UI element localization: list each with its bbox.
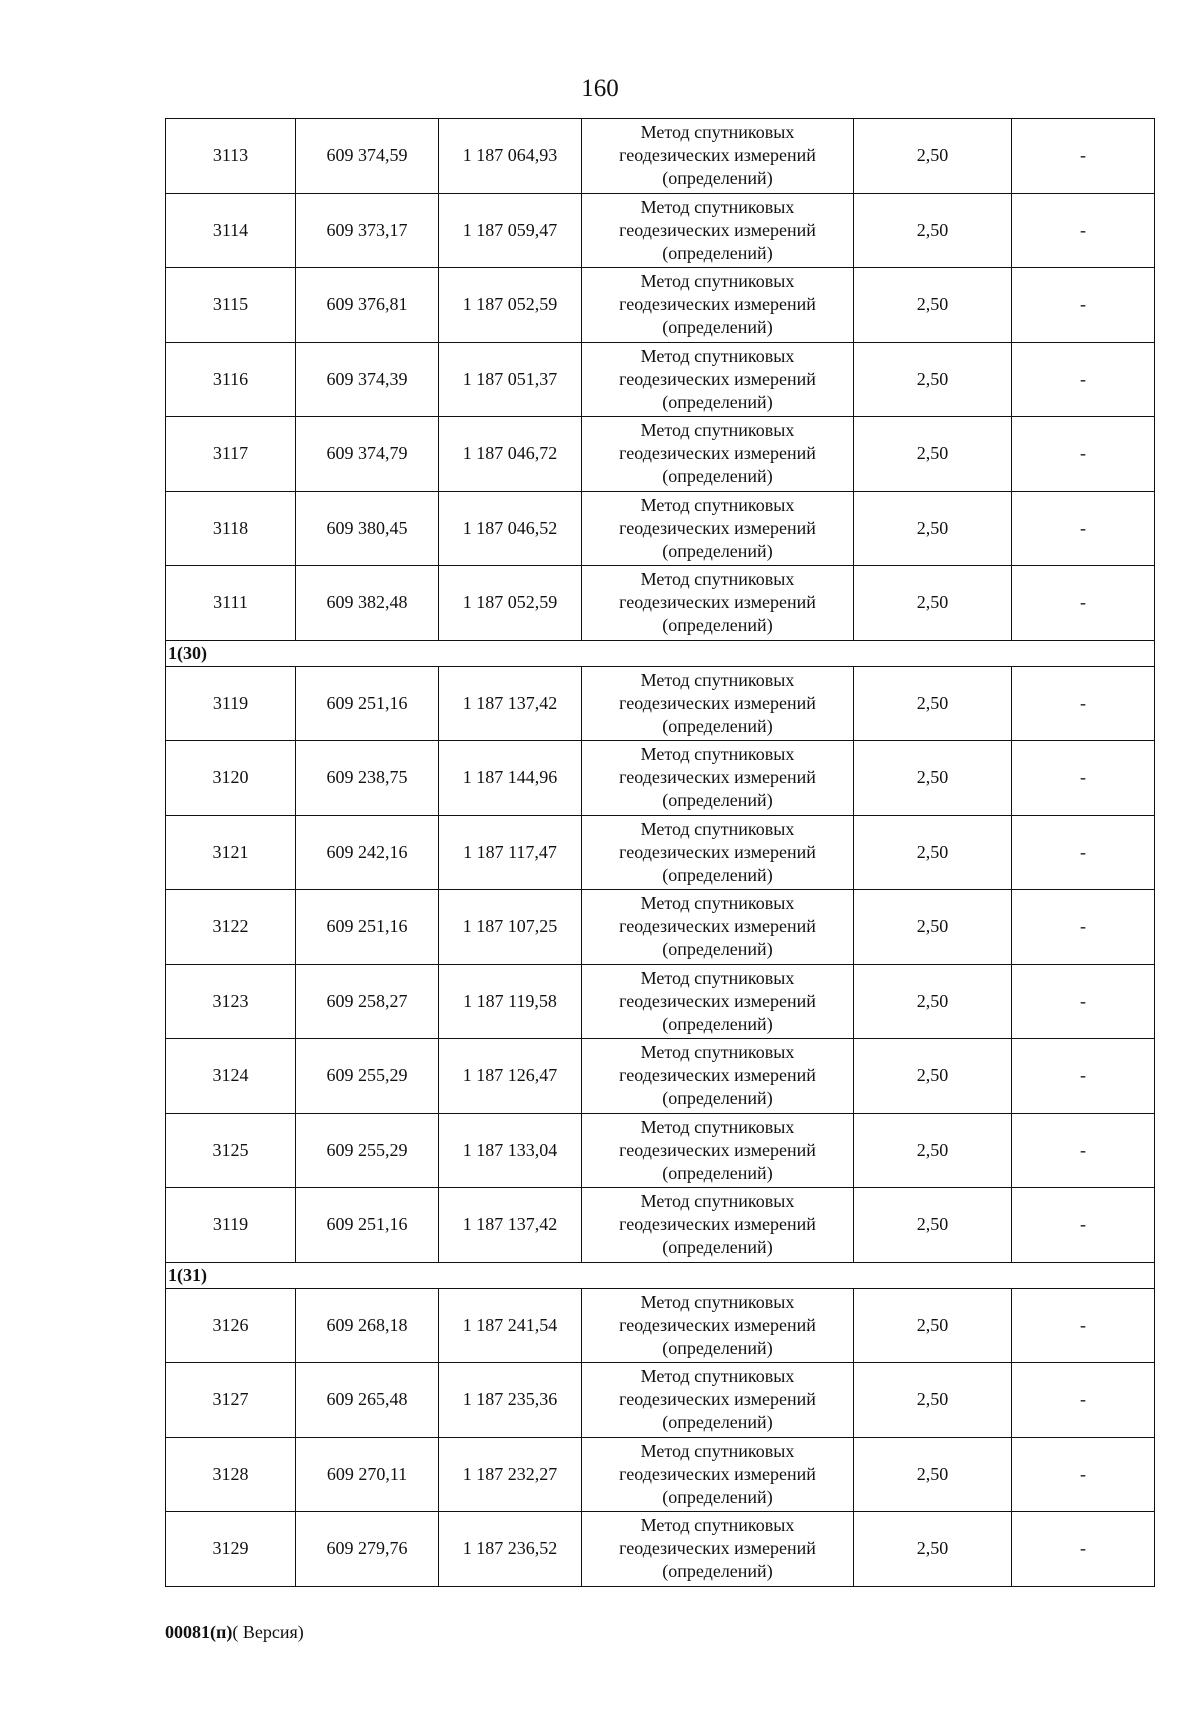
cell-description: - xyxy=(1012,964,1155,1039)
cell-accuracy: 2,50 xyxy=(854,342,1012,417)
footer-document-code xyxy=(165,1620,304,1644)
cell-method xyxy=(582,491,854,566)
cell-y-coordinate: 1 187 119,58 xyxy=(439,964,582,1039)
cell-accuracy: 2,50 xyxy=(854,119,1012,194)
cell-accuracy: 2,50 xyxy=(854,1437,1012,1512)
method-text-line2: геодезических измерений xyxy=(619,1538,816,1559)
method-text-line3: (определений) xyxy=(662,939,773,960)
cell-point-number: 3122 xyxy=(166,890,296,965)
table-row xyxy=(166,1437,1155,1512)
table-row xyxy=(166,119,1155,194)
page-number: 160 xyxy=(581,75,619,102)
method-text-line3: (определений) xyxy=(662,168,773,189)
method-text-line2: геодезических измерений xyxy=(619,1389,816,1410)
method-text-line2: геодезических измерений xyxy=(619,145,816,166)
method-text-line1: Метод спутниковых xyxy=(640,893,795,914)
cell-accuracy: 2,50 xyxy=(854,1113,1012,1188)
cell-y-coordinate: 1 187 126,47 xyxy=(439,1039,582,1114)
cell-point-number: 3118 xyxy=(166,491,296,566)
method-text-line3: (определений) xyxy=(662,1237,773,1258)
method-text-line3: (определений) xyxy=(662,1486,773,1507)
cell-point-number: 3127 xyxy=(166,1363,296,1438)
coordinates-table xyxy=(165,118,1155,1587)
table-row xyxy=(166,666,1155,741)
cell-method xyxy=(582,741,854,816)
cell-description: - xyxy=(1012,491,1155,566)
cell-method xyxy=(582,1113,854,1188)
cell-accuracy: 2,50 xyxy=(854,268,1012,343)
method-text-line2: геодезических измерений xyxy=(619,1314,816,1335)
cell-x-coordinate: 609 270,11 xyxy=(296,1437,439,1512)
cell-y-coordinate: 1 187 241,54 xyxy=(439,1288,582,1363)
method-text-line1: Метод спутниковых xyxy=(640,1042,795,1063)
cell-method xyxy=(582,890,854,965)
cell-y-coordinate: 1 187 052,59 xyxy=(439,566,582,641)
method-text-line2: геодезических измерений xyxy=(619,916,816,937)
method-text-line1: Метод спутниковых xyxy=(640,1366,795,1387)
cell-description: - xyxy=(1012,1039,1155,1114)
table-row xyxy=(166,1039,1155,1114)
cell-y-coordinate: 1 187 144,96 xyxy=(439,741,582,816)
method-text-line1: Метод спутниковых xyxy=(640,122,795,143)
cell-point-number: 3114 xyxy=(166,193,296,268)
method-text-line1: Метод спутниковых xyxy=(640,967,795,988)
cell-point-number: 3129 xyxy=(166,1512,296,1587)
cell-method xyxy=(582,964,854,1039)
cell-x-coordinate: 609 279,76 xyxy=(296,1512,439,1587)
cell-accuracy: 2,50 xyxy=(854,741,1012,816)
method-text-line3: (определений) xyxy=(662,540,773,561)
cell-point-number: 3119 xyxy=(166,666,296,741)
table-row xyxy=(166,193,1155,268)
cell-accuracy: 2,50 xyxy=(854,964,1012,1039)
method-text-line2: геодезических измерений xyxy=(619,767,816,788)
cell-description: - xyxy=(1012,815,1155,890)
method-text-line1: Метод спутниковых xyxy=(640,494,795,515)
table-row xyxy=(166,417,1155,492)
section-label: 1(30) xyxy=(166,640,1155,666)
table-row xyxy=(166,491,1155,566)
cell-method xyxy=(582,1039,854,1114)
method-text-line3: (определений) xyxy=(662,1412,773,1433)
coordinates-table-body xyxy=(166,119,1155,1587)
table-row xyxy=(166,815,1155,890)
cell-point-number: 3117 xyxy=(166,417,296,492)
cell-accuracy: 2,50 xyxy=(854,666,1012,741)
cell-x-coordinate: 609 374,79 xyxy=(296,417,439,492)
method-text-line1: Метод спутниковых xyxy=(640,420,795,441)
table-row xyxy=(166,890,1155,965)
cell-y-coordinate: 1 187 046,52 xyxy=(439,491,582,566)
method-text-line1: Метод спутниковых xyxy=(640,345,795,366)
cell-method xyxy=(582,566,854,641)
cell-method xyxy=(582,1188,854,1263)
cell-description: - xyxy=(1012,1363,1155,1438)
cell-y-coordinate: 1 187 064,93 xyxy=(439,119,582,194)
table-row xyxy=(166,566,1155,641)
section-header-row xyxy=(166,1262,1155,1288)
method-text-line2: геодезических измерений xyxy=(619,517,816,538)
cell-y-coordinate: 1 187 137,42 xyxy=(439,666,582,741)
cell-y-coordinate: 1 187 137,42 xyxy=(439,1188,582,1263)
cell-x-coordinate: 609 251,16 xyxy=(296,890,439,965)
method-text-line2: геодезических измерений xyxy=(619,1065,816,1086)
method-text-line3: (определений) xyxy=(662,391,773,412)
method-text-line2: геодезических измерений xyxy=(619,443,816,464)
cell-method xyxy=(582,1512,854,1587)
cell-method xyxy=(582,666,854,741)
method-text-line2: геодезических измерений xyxy=(619,1214,816,1235)
cell-y-coordinate: 1 187 046,72 xyxy=(439,417,582,492)
method-text-line2: геодезических измерений xyxy=(619,592,816,613)
method-text-line3: (определений) xyxy=(662,1013,773,1034)
cell-method xyxy=(582,193,854,268)
cell-x-coordinate: 609 258,27 xyxy=(296,964,439,1039)
method-text-line1: Метод спутниковых xyxy=(640,744,795,765)
method-text-line1: Метод спутниковых xyxy=(640,1291,795,1312)
cell-description: - xyxy=(1012,1188,1155,1263)
cell-method xyxy=(582,417,854,492)
cell-x-coordinate: 609 376,81 xyxy=(296,268,439,343)
cell-accuracy: 2,50 xyxy=(854,1512,1012,1587)
cell-y-coordinate: 1 187 117,47 xyxy=(439,815,582,890)
cell-y-coordinate: 1 187 235,36 xyxy=(439,1363,582,1438)
cell-point-number: 3116 xyxy=(166,342,296,417)
cell-x-coordinate: 609 268,18 xyxy=(296,1288,439,1363)
cell-x-coordinate: 609 374,59 xyxy=(296,119,439,194)
method-text-line1: Метод спутниковых xyxy=(640,1440,795,1461)
cell-point-number: 3119 xyxy=(166,1188,296,1263)
cell-method xyxy=(582,1363,854,1438)
cell-method xyxy=(582,815,854,890)
method-text-line1: Метод спутниковых xyxy=(640,569,795,590)
cell-x-coordinate: 609 265,48 xyxy=(296,1363,439,1438)
cell-accuracy: 2,50 xyxy=(854,1363,1012,1438)
cell-y-coordinate: 1 187 133,04 xyxy=(439,1113,582,1188)
table-row xyxy=(166,964,1155,1039)
cell-method xyxy=(582,1437,854,1512)
cell-description: - xyxy=(1012,1437,1155,1512)
cell-description: - xyxy=(1012,342,1155,417)
method-text-line2: геодезических измерений xyxy=(619,219,816,240)
cell-x-coordinate: 609 238,75 xyxy=(296,741,439,816)
cell-point-number: 3124 xyxy=(166,1039,296,1114)
cell-x-coordinate: 609 242,16 xyxy=(296,815,439,890)
cell-y-coordinate: 1 187 059,47 xyxy=(439,193,582,268)
cell-description: - xyxy=(1012,417,1155,492)
cell-x-coordinate: 609 374,39 xyxy=(296,342,439,417)
method-text-line3: (определений) xyxy=(662,1561,773,1582)
method-text-line3: (определений) xyxy=(662,1088,773,1109)
table-row xyxy=(166,1363,1155,1438)
cell-x-coordinate: 609 255,29 xyxy=(296,1113,439,1188)
method-text-line1: Метод спутниковых xyxy=(640,1116,795,1137)
cell-description: - xyxy=(1012,193,1155,268)
cell-y-coordinate: 1 187 236,52 xyxy=(439,1512,582,1587)
cell-point-number: 3123 xyxy=(166,964,296,1039)
cell-point-number: 3125 xyxy=(166,1113,296,1188)
footer-version: ( Версия) xyxy=(232,1622,304,1642)
cell-description: - xyxy=(1012,119,1155,194)
cell-description: - xyxy=(1012,268,1155,343)
cell-point-number: 3120 xyxy=(166,741,296,816)
table-row xyxy=(166,268,1155,343)
method-text-line2: геодезических измерений xyxy=(619,841,816,862)
method-text-line3: (определений) xyxy=(662,790,773,811)
cell-description: - xyxy=(1012,666,1155,741)
method-text-line1: Метод спутниковых xyxy=(640,271,795,292)
section-header-row xyxy=(166,640,1155,666)
section-label: 1(31) xyxy=(166,1262,1155,1288)
method-text-line3: (определений) xyxy=(662,715,773,736)
cell-point-number: 3115 xyxy=(166,268,296,343)
cell-point-number: 3111 xyxy=(166,566,296,641)
cell-point-number: 3121 xyxy=(166,815,296,890)
cell-accuracy: 2,50 xyxy=(854,491,1012,566)
cell-description: - xyxy=(1012,1512,1155,1587)
method-text-line1: Метод спутниковых xyxy=(640,1515,795,1536)
cell-description: - xyxy=(1012,741,1155,816)
cell-point-number: 3113 xyxy=(166,119,296,194)
cell-x-coordinate: 609 373,17 xyxy=(296,193,439,268)
method-text-line3: (определений) xyxy=(662,1162,773,1183)
table-row xyxy=(166,741,1155,816)
method-text-line3: (определений) xyxy=(662,466,773,487)
cell-y-coordinate: 1 187 052,59 xyxy=(439,268,582,343)
method-text-line2: геодезических измерений xyxy=(619,368,816,389)
cell-x-coordinate: 609 251,16 xyxy=(296,1188,439,1263)
cell-method xyxy=(582,268,854,343)
cell-description: - xyxy=(1012,566,1155,641)
cell-accuracy: 2,50 xyxy=(854,1288,1012,1363)
cell-accuracy: 2,50 xyxy=(854,890,1012,965)
method-text-line3: (определений) xyxy=(662,242,773,263)
method-text-line1: Метод спутниковых xyxy=(640,669,795,690)
table-row xyxy=(166,1512,1155,1587)
method-text-line3: (определений) xyxy=(662,1337,773,1358)
cell-point-number: 3126 xyxy=(166,1288,296,1363)
method-text-line2: геодезических измерений xyxy=(619,1463,816,1484)
method-text-line3: (определений) xyxy=(662,317,773,338)
cell-method xyxy=(582,1288,854,1363)
cell-y-coordinate: 1 187 051,37 xyxy=(439,342,582,417)
cell-y-coordinate: 1 187 232,27 xyxy=(439,1437,582,1512)
cell-method xyxy=(582,342,854,417)
cell-accuracy: 2,50 xyxy=(854,193,1012,268)
cell-accuracy: 2,50 xyxy=(854,1188,1012,1263)
cell-x-coordinate: 609 382,48 xyxy=(296,566,439,641)
cell-x-coordinate: 609 255,29 xyxy=(296,1039,439,1114)
method-text-line3: (определений) xyxy=(662,615,773,636)
method-text-line1: Метод спутниковых xyxy=(640,1191,795,1212)
cell-x-coordinate: 609 251,16 xyxy=(296,666,439,741)
table-row xyxy=(166,1188,1155,1263)
cell-accuracy: 2,50 xyxy=(854,1039,1012,1114)
cell-point-number: 3128 xyxy=(166,1437,296,1512)
cell-y-coordinate: 1 187 107,25 xyxy=(439,890,582,965)
method-text-line2: геодезических измерений xyxy=(619,692,816,713)
cell-description: - xyxy=(1012,890,1155,965)
cell-accuracy: 2,50 xyxy=(854,417,1012,492)
cell-description: - xyxy=(1012,1288,1155,1363)
method-text-line2: геодезических измерений xyxy=(619,1139,816,1160)
method-text-line2: геодезических измерений xyxy=(619,990,816,1011)
table-row xyxy=(166,342,1155,417)
cell-method xyxy=(582,119,854,194)
footer-code: 00081(п) xyxy=(165,1622,233,1642)
table-row xyxy=(166,1113,1155,1188)
method-text-line1: Метод спутниковых xyxy=(640,818,795,839)
method-text-line3: (определений) xyxy=(662,864,773,885)
cell-accuracy: 2,50 xyxy=(854,815,1012,890)
method-text-line2: геодезических измерений xyxy=(619,294,816,315)
cell-x-coordinate: 609 380,45 xyxy=(296,491,439,566)
cell-description: - xyxy=(1012,1113,1155,1188)
table-row xyxy=(166,1288,1155,1363)
cell-accuracy: 2,50 xyxy=(854,566,1012,641)
method-text-line1: Метод спутниковых xyxy=(640,196,795,217)
